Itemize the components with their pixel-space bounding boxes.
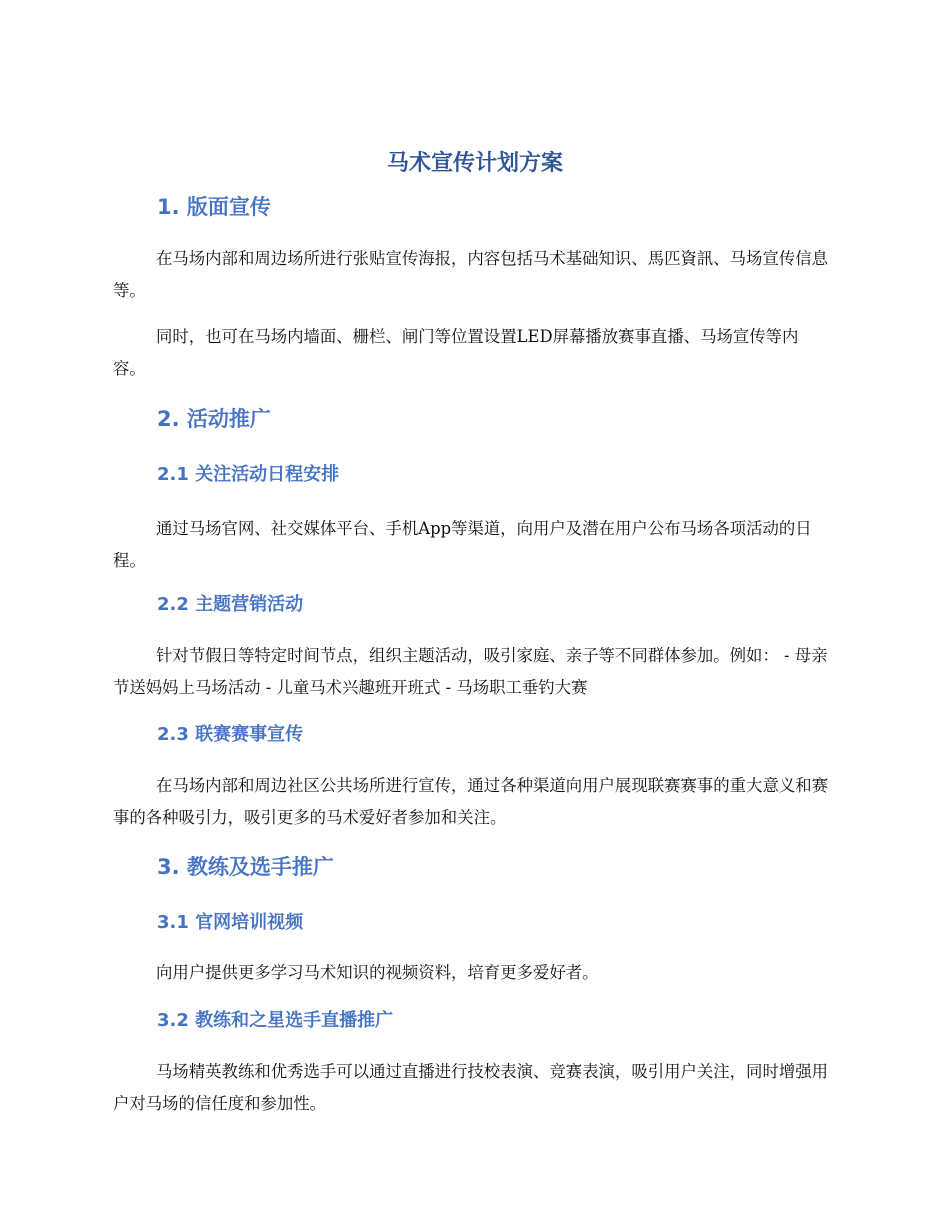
subsection-heading-2-2: 2.2 主题营销活动 <box>157 594 304 615</box>
subsection-heading-3-1: 3.1 官网培训视频 <box>157 912 304 933</box>
subsection-heading-3-2: 3.2 教练和之星选手直播推广 <box>157 1010 394 1031</box>
subsection-2-3-paragraph: 在马场内部和周边社区公共场所进行宣传，通过各种渠道向用户展现联赛赛事的重大意义和赛事的各种吸引力，吸引更多的马术爱好者参加和关注。 <box>113 776 829 827</box>
section-heading-2: 2. 活动推广 <box>157 407 271 431</box>
section-heading-3: 3. 教练及选手推广 <box>157 855 334 879</box>
section-heading-1: 1. 版面宣传 <box>157 195 271 219</box>
section-1-paragraph-1: 在马场内部和周边场所进行张贴宣传海报，内容包括马术基础知识、馬匹資訊、马场宣传信息等。 <box>113 249 829 300</box>
subsection-heading-2-1: 2.1 关注活动日程安排 <box>157 464 340 485</box>
document-title: 马术宣传计划方案 <box>386 151 563 176</box>
subsection-3-2-paragraph: 马场精英教练和优秀选手可以通过直播进行技校表演、竞赛表演，吸引用户关注，同时增强用户对马场的信任度和参加性。 <box>113 1062 829 1113</box>
subsection-2-1-paragraph: 通过马场官网、社交媒体平台、手机App等渠道，向用户及潜在用户公布马场各项活动的日程。 <box>113 519 812 570</box>
section-1-paragraph-2: 同时，也可在马场内墙面、栅栏、闸门等位置设置LED屏幕播放赛事直播、马场宣传等内容。 <box>113 327 799 378</box>
subsection-heading-2-3: 2.3 联赛赛事宣传 <box>157 724 304 745</box>
subsection-3-1-paragraph: 向用户提供更多学习马术知识的视频资料，培育更多爱好者。 <box>156 963 599 982</box>
subsection-2-2-paragraph: 针对节假日等特定时间节点，组织主题活动，吸引家庭、亲子等不同群体参加。例如： - 母亲节送妈妈上马场活动 - 儿童马术兴趣班开班式 - 马场职工垂钓大赛 <box>113 646 828 697</box>
